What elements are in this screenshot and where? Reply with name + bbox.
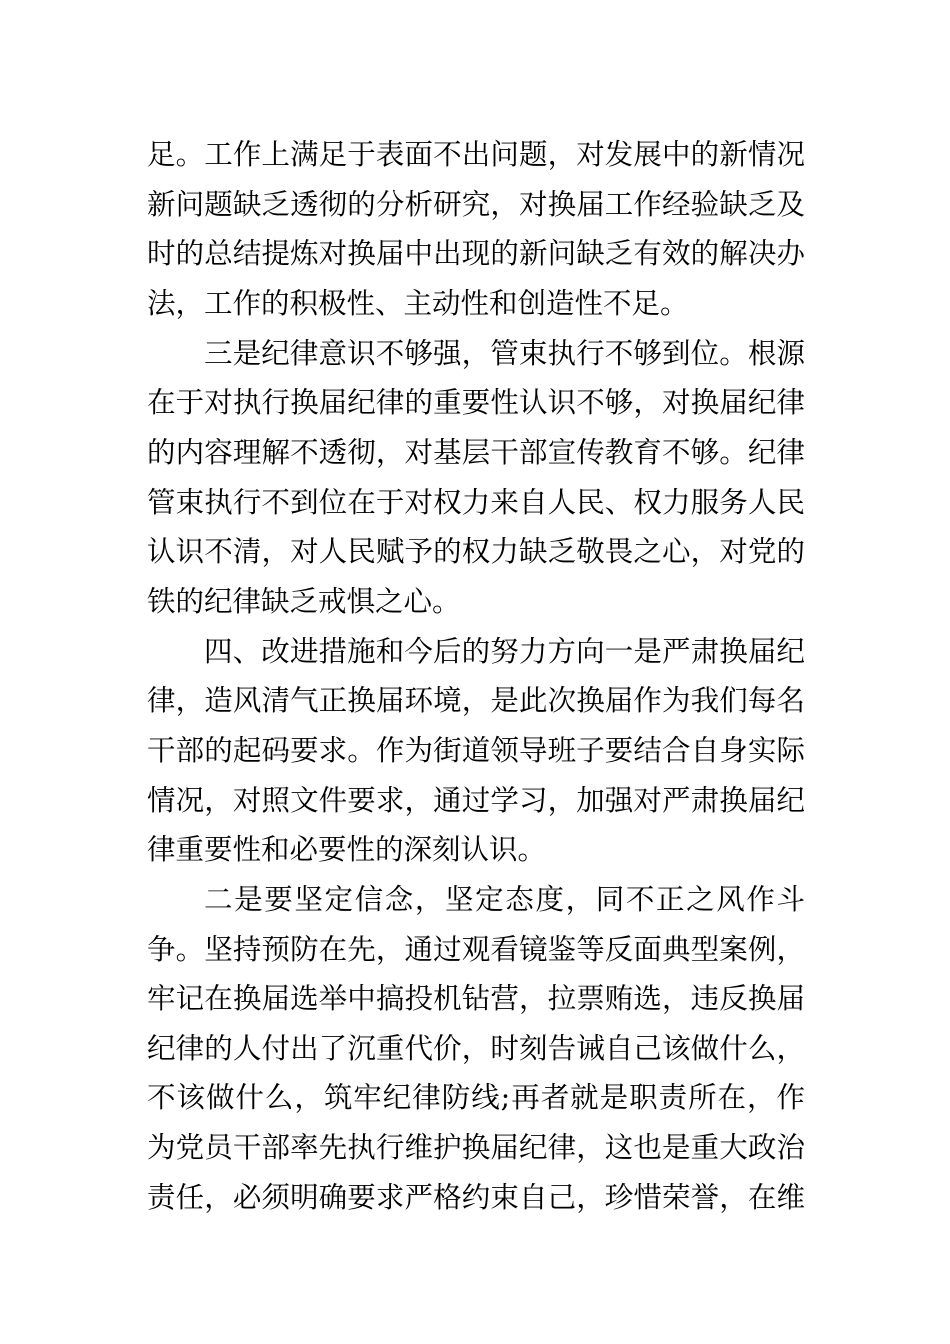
paragraph-4 xyxy=(147,875,805,1223)
text-line: 律重要性和必要性的深刻认识。 xyxy=(147,833,547,867)
text-line: 牢记在换届选举中搞投机钻营，拉票贿选，违反换届 xyxy=(147,982,805,1016)
text-line: 纪律的人付出了沉重代价，时刻告诫自己该做什么， xyxy=(147,1031,805,1065)
paragraph-2 xyxy=(147,329,805,627)
text-line: 的内容理解不透彻，对基层干部宣传教育不够。纪律 xyxy=(147,435,805,469)
text-line: 时的总结提炼对换届中出现的新问缺乏有效的解决办 xyxy=(147,237,805,271)
text-line: 为党员干部率先执行维护换届纪律，这也是重大政治 xyxy=(147,1131,805,1165)
text-line: 干部的起码要求。作为街道领导班子要结合自身实际 xyxy=(147,733,805,767)
text-line: 四、改进措施和今后的努力方向一是严肃换届纪 xyxy=(204,634,805,668)
text-line: 争。坚持预防在先，通过观看镜鉴等反面典型案例， xyxy=(147,932,805,966)
paragraph-3 xyxy=(147,627,805,875)
text-line: 足。工作上满足于表面不出问题，对发展中的新情况 xyxy=(147,138,805,171)
text-line: 铁的纪律缺乏戒惧之心。 xyxy=(147,584,461,618)
text-line: 不该做什么，筑牢纪律防线;再者就是职责所在，作 xyxy=(147,1081,805,1115)
text-line: 三是纪律意识不够强，管束执行不够到位。根源 xyxy=(204,336,805,370)
text-line: 认识不清，对人民赋予的权力缺乏敬畏之心，对党的 xyxy=(147,535,805,569)
text-line: 管束执行不到位在于对权力来自人民、权力服务人民 xyxy=(147,485,805,519)
text-line: 责任，必须明确要求严格约束自己，珍惜荣誉，在维 xyxy=(147,1180,805,1214)
text-line: 律，造风清气正换届环境，是此次换届作为我们每名 xyxy=(147,684,805,718)
paragraph-1 xyxy=(147,130,805,329)
text-line: 情况，对照文件要求，通过学习，加强对严肃换届纪 xyxy=(147,783,805,817)
text-line: 二是要坚定信念，坚定态度，同不正之风作斗 xyxy=(204,882,805,916)
text-line: 新问题缺乏透彻的分析研究，对换届工作经验缺乏及 xyxy=(147,187,805,221)
text-line: 在于对执行换届纪律的重要性认识不够，对换届纪律 xyxy=(147,386,805,420)
document-body xyxy=(147,130,805,1222)
text-line: 法，工作的积极性、主动性和创造性不足。 xyxy=(147,286,689,320)
